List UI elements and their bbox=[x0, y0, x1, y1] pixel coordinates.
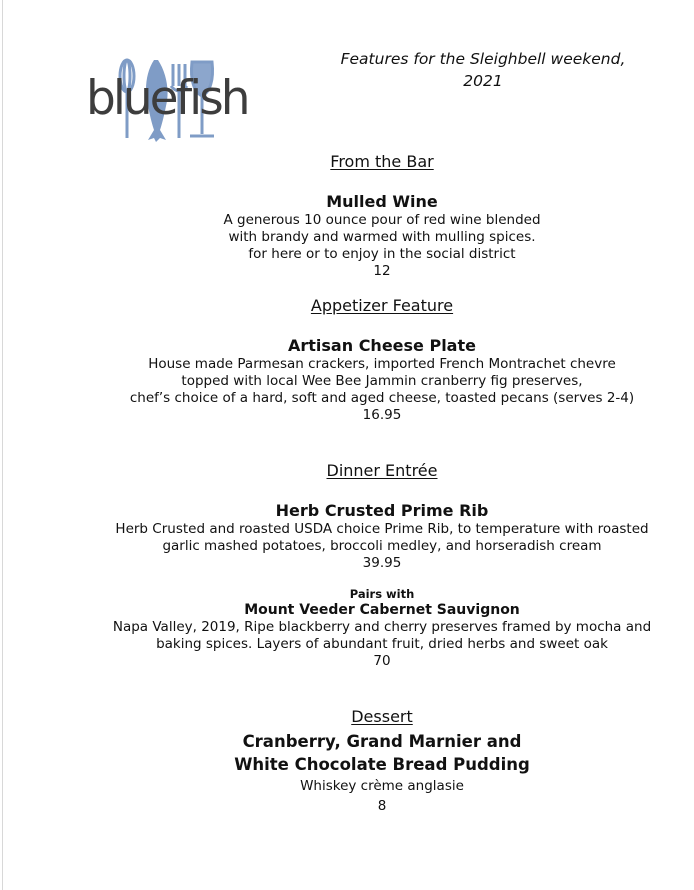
item-name: Herb Crusted Prime Rib bbox=[275, 501, 489, 520]
item-name-line2: White Chocolate Bread Pudding bbox=[234, 755, 530, 774]
pairing-desc-line: baking spices. Layers of abundant fruit, dried herbs and sweet oak bbox=[156, 636, 608, 652]
item-name: Artisan Cheese Plate bbox=[288, 336, 476, 355]
wine-pairing bbox=[60, 587, 694, 670]
page-title-line1: Features for the Sleighbell weekend, bbox=[340, 50, 626, 68]
item-price: 8 bbox=[377, 798, 387, 814]
section-dinner bbox=[60, 461, 694, 480]
item-desc-line: A generous 10 ounce pour of red wine blended bbox=[223, 212, 541, 228]
item-desc-line: Herb Crusted and roasted USDA choice Prime Rib, to temperature with roasted bbox=[115, 521, 649, 537]
section-appetizer bbox=[60, 296, 694, 315]
logo-wordmark: bluefish bbox=[86, 71, 248, 126]
item-desc-line: garlic mashed potatoes, broccoli medley, and horseradish cream bbox=[162, 538, 602, 554]
page-edge bbox=[2, 0, 3, 890]
pairing-name: Mount Veeder Cabernet Sauvignon bbox=[244, 602, 520, 618]
menu-item-prime-rib bbox=[60, 501, 694, 572]
item-desc-line: for here or to enjoy in the social district bbox=[248, 246, 516, 262]
page-title-line2: 2021 bbox=[463, 72, 503, 90]
item-price: 12 bbox=[373, 263, 391, 279]
section-heading: Dessert bbox=[351, 707, 413, 726]
item-desc-line: with brandy and warmed with mulling spices. bbox=[228, 229, 536, 245]
section-heading: Appetizer Feature bbox=[310, 296, 454, 315]
page-title bbox=[330, 48, 636, 92]
bluefish-logo bbox=[86, 56, 248, 144]
item-desc-line: Whiskey crème anglasie bbox=[300, 778, 464, 794]
pairing-desc-line: Napa Valley, 2019, Ripe blackberry and cherry preserves framed by mocha and bbox=[112, 619, 652, 635]
menu-item-bread-pudding bbox=[60, 730, 694, 816]
item-desc-line: chef’s choice of a hard, soft and aged cheese, toasted pecans (serves 2-4) bbox=[129, 390, 635, 406]
item-price: 39.95 bbox=[362, 555, 402, 571]
item-desc-line: House made Parmesan crackers, imported French Montrachet chevre bbox=[148, 356, 616, 372]
pairing-price: 70 bbox=[373, 653, 391, 669]
section-heading: Dinner Entrée bbox=[326, 461, 438, 480]
item-price: 16.95 bbox=[362, 407, 402, 423]
menu-item-mulled-wine bbox=[60, 192, 694, 280]
section-bar bbox=[60, 152, 694, 171]
item-desc-line: topped with local Wee Bee Jammin cranberry fig preserves, bbox=[181, 373, 583, 389]
section-dessert bbox=[60, 707, 694, 726]
menu-item-cheese-plate bbox=[60, 336, 694, 424]
item-name-line1: Cranberry, Grand Marnier and bbox=[242, 732, 522, 751]
pairs-label: Pairs with bbox=[349, 587, 415, 601]
section-heading: From the Bar bbox=[330, 152, 434, 171]
item-name: Mulled Wine bbox=[326, 192, 438, 211]
